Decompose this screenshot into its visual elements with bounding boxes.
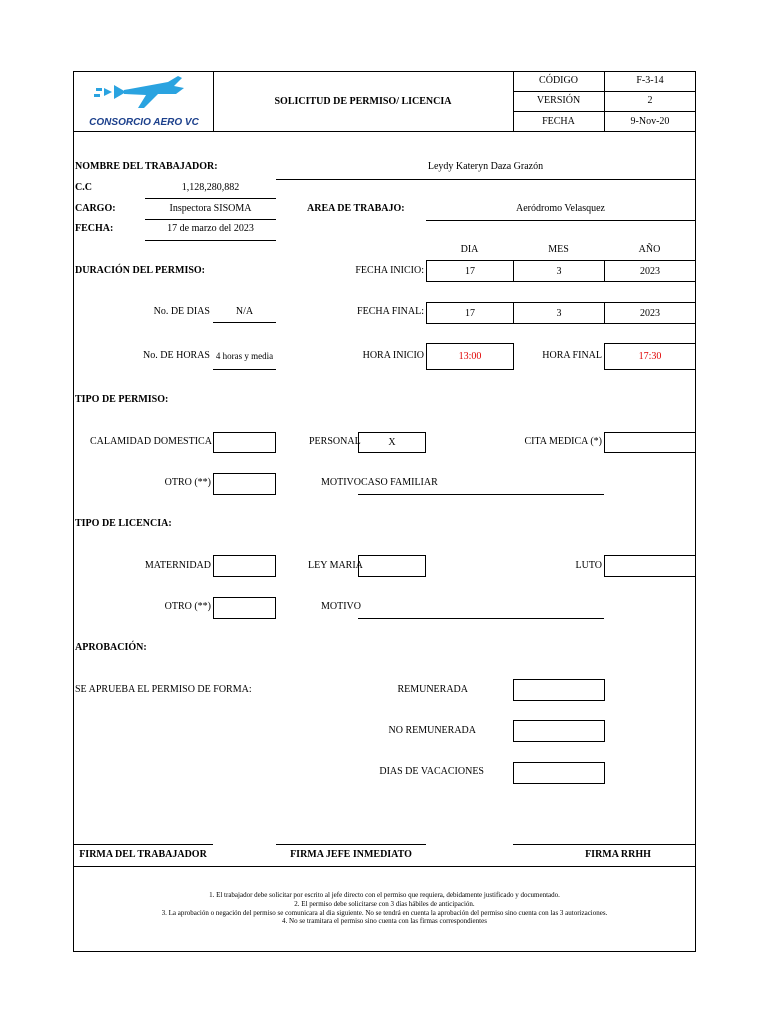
licencia-otro-checkbox[interactable]	[213, 597, 276, 619]
version-label: VERSIÓN	[536, 95, 581, 106]
firma-trabajador-label: FIRMA DEL TRABAJADOR	[79, 849, 207, 860]
no-dias-underline	[213, 322, 276, 323]
logo-text: CONSORCIO AERO VC	[89, 117, 199, 128]
aprobacion-forma-label: SE APRUEBA EL PERMISO DE FORMA:	[75, 684, 252, 695]
anio-header: AÑO	[638, 244, 661, 255]
cc-underline	[145, 198, 276, 199]
fecha-doc-value: 9-Nov-20	[630, 116, 670, 127]
calamidad-checkbox[interactable]	[213, 432, 276, 453]
final-mes-cell[interactable]: 3	[513, 302, 605, 324]
fecha-value[interactable]: 17 de marzo del 2023	[167, 223, 254, 234]
final-anio-cell[interactable]: 2023	[604, 302, 696, 324]
duracion-label: DURACIÓN DEL PERMISO:	[75, 265, 206, 276]
vacaciones-label: DIAS DE VACACIONES	[379, 766, 484, 777]
aprobacion-title: APROBACIÓN:	[75, 642, 147, 653]
note-2: 2. El permiso debe solicitarse con 3 días hábiles de anticipación.	[294, 900, 475, 908]
hora-final-label: HORA FINAL	[542, 350, 602, 361]
remunerada-checkbox[interactable]	[513, 679, 605, 701]
area-value[interactable]: Aeródromo Velasquez	[516, 203, 605, 214]
fecha-final-label: FECHA FINAL:	[357, 306, 424, 317]
vacaciones-checkbox[interactable]	[513, 762, 605, 784]
inicio-dia-cell[interactable]: 17	[426, 260, 514, 282]
no-horas-value[interactable]: 4 horas y media	[215, 351, 274, 361]
fecha-doc-label: FECHA	[542, 116, 575, 127]
permiso-motivo-value[interactable]: CASO FAMILIAR	[361, 477, 438, 488]
ley-maria-checkbox[interactable]	[358, 555, 426, 577]
dia-header: DIA	[460, 244, 479, 255]
fecha-underline	[145, 240, 276, 241]
no-horas-label: No. DE HORAS	[143, 350, 210, 361]
cita-medica-checkbox[interactable]	[604, 432, 696, 453]
no-dias-label: No. DE DIAS	[153, 306, 210, 317]
no-remunerada-label: NO REMUNERADA	[388, 725, 476, 736]
fecha-inicio-label: FECHA INICIO:	[355, 265, 424, 276]
fecha-label: FECHA:	[75, 223, 114, 234]
version-value: 2	[647, 95, 653, 106]
firma-jefe-label: FIRMA JEFE INMEDIATO	[290, 849, 412, 860]
permiso-motivo-underline	[358, 494, 604, 495]
form-title: SOLICITUD DE PERMISO/ LICENCIA	[274, 96, 452, 107]
luto-checkbox[interactable]	[604, 555, 696, 577]
cita-medica-label: CITA MEDICA (*)	[524, 436, 602, 447]
hora-inicio-label: HORA INICIO	[362, 350, 424, 361]
firma-trabajador-line	[73, 844, 213, 845]
maternidad-checkbox[interactable]	[213, 555, 276, 577]
mes-header: MES	[548, 244, 569, 255]
no-horas-underline	[213, 369, 276, 370]
inicio-mes-cell[interactable]: 3	[513, 260, 605, 282]
codigo-value: F-3-14	[636, 75, 664, 86]
area-label: AREA DE TRABAJO:	[307, 203, 405, 214]
tipo-permiso-title: TIPO DE PERMISO:	[75, 394, 169, 405]
header-meta-row2	[513, 111, 696, 112]
firma-rrhh-line	[513, 844, 696, 845]
nombre-label: NOMBRE DEL TRABAJADOR:	[75, 161, 218, 172]
cc-label: C.C	[75, 182, 92, 193]
firma-jefe-line	[276, 844, 426, 845]
note-4: 4. No se tramitara el permiso sino cuenta con las firmas correspondientes	[282, 917, 487, 925]
cargo-label: CARGO:	[75, 203, 116, 214]
hora-inicio-cell[interactable]: 13:00	[426, 343, 514, 370]
inicio-anio-cell[interactable]: 2023	[604, 260, 696, 282]
area-underline	[426, 220, 695, 221]
no-dias-value[interactable]: N/A	[235, 306, 254, 317]
personal-label: PERSONAL	[309, 436, 361, 447]
permiso-motivo-label: MOTIVO	[321, 477, 361, 488]
cargo-underline	[145, 219, 276, 220]
luto-label: LUTO	[575, 560, 602, 571]
permiso-otro-label: OTRO (**)	[164, 477, 211, 488]
notes-top-line	[73, 866, 696, 867]
header-bottom-line	[73, 131, 696, 132]
licencia-motivo-label: MOTIVO	[321, 601, 361, 612]
note-3: 3. La aprobación o negación del permiso se comunicara al dia siguiente. No se tendrá en cuenta la aprobación del permiso sino cuenta con las 3 autorizaciones.	[161, 909, 608, 917]
nombre-value[interactable]: Leydy Kateryn Daza Grazón	[427, 161, 544, 172]
header-meta-row1	[513, 91, 696, 92]
nombre-underline	[276, 179, 695, 180]
licencia-motivo-underline	[358, 618, 604, 619]
no-remunerada-checkbox[interactable]	[513, 720, 605, 742]
cargo-value[interactable]: Inspectora SISOMA	[169, 203, 252, 214]
codigo-label: CÓDIGO	[539, 75, 578, 86]
note-1: 1. El trabajador debe solicitar por escrito al jefe directo con el permiso que requiera, debidamente justificado y documentado.	[209, 891, 560, 899]
ley-maria-label: LEY MARIA	[308, 560, 363, 571]
cc-value[interactable]: 1,128,280,882	[181, 182, 240, 193]
maternidad-label: MATERNIDAD	[144, 560, 211, 571]
calamidad-label: CALAMIDAD DOMESTICA	[90, 436, 212, 447]
final-dia-cell[interactable]: 17	[426, 302, 514, 324]
firma-rrhh-label: FIRMA RRHH	[585, 849, 651, 860]
remunerada-label: REMUNERADA	[397, 684, 468, 695]
tipo-licencia-title: TIPO DE LICENCIA:	[75, 518, 172, 529]
permiso-otro-checkbox[interactable]	[213, 473, 276, 495]
licencia-otro-label: OTRO (**)	[164, 601, 211, 612]
hora-final-cell[interactable]: 17:30	[604, 343, 696, 370]
personal-checkbox[interactable]: X	[358, 432, 426, 453]
